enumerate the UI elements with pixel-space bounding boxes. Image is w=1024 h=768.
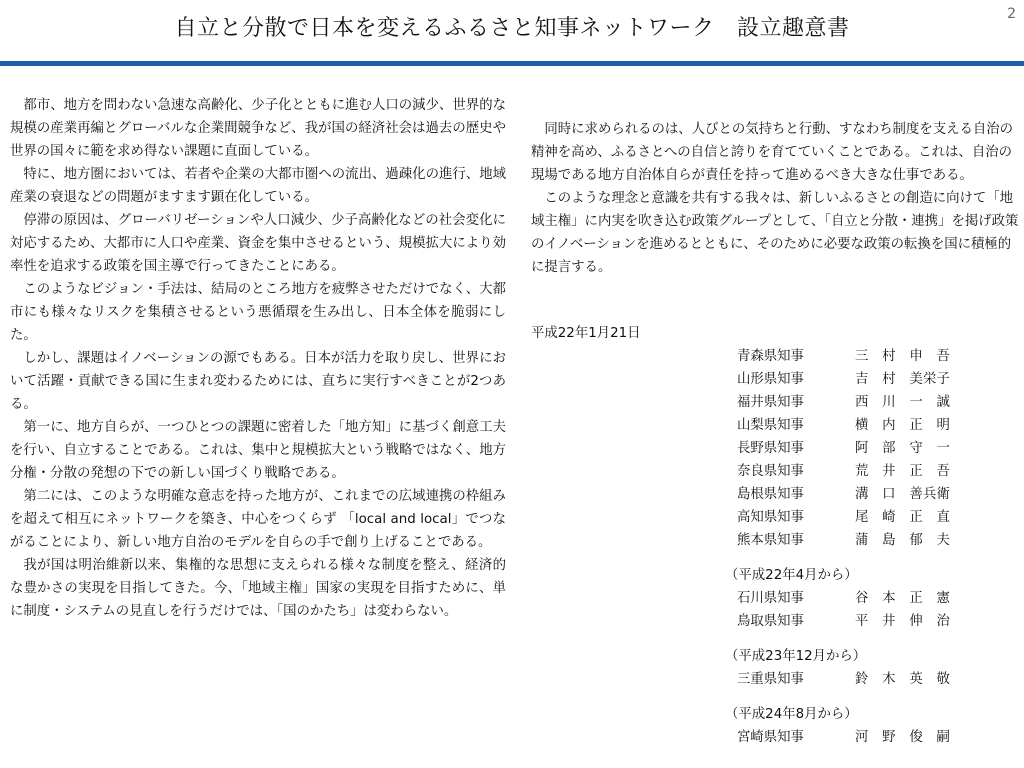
page-title: 自立と分散で日本を変えるふるさと知事ネットワーク 設立趣意書	[174, 16, 850, 41]
governor-name: 荒 井 正 吾	[855, 464, 951, 479]
governor-name: 河 野 俊 嗣	[855, 730, 951, 745]
governor-row	[725, 587, 965, 610]
paragraph: 第二には、このような明確な意志を持った地方が、これまでの広域連携の枠組みを超えて相互にネットワークを築き、中心をつくらず 「local and local」でつながることにより、新しい地方自治のモデルを自らの手で創り上げることである。	[10, 489, 506, 550]
governor-row	[725, 529, 965, 552]
governor-office: 石川県知事	[737, 591, 804, 606]
governor-row	[725, 610, 965, 633]
paragraph: 第一に、地方自らが、一つひとつの課題に密着した「地方知」に基づく創意工夫を行い、自立することである。これは、集中と規模拡大という戦略ではなく、地方分権・分散の発想の下での新しい国づくり戦略である。	[10, 420, 506, 481]
governor-row	[725, 668, 965, 691]
governor-list	[725, 345, 965, 749]
governor-name: 吉 村 美栄子	[855, 372, 951, 387]
governor-name: 谷 本 正 憲	[855, 591, 951, 606]
governor-office: 奈良県知事	[737, 464, 804, 479]
governor-row	[725, 726, 965, 749]
governor-office: 宮崎県知事	[737, 730, 804, 745]
governor-office: 高知県知事	[737, 510, 804, 525]
group-heading: （平成24年8月から）	[725, 707, 858, 722]
governor-office: 鳥取県知事	[737, 614, 804, 629]
paragraph: しかし、課題はイノベーションの源でもある。日本が活力を取り戻し、世界において活躍・貢献できる国に生まれ変わるためには、直ちに実行すべきことが2つある。	[10, 351, 506, 412]
governor-name: 鈴 木 英 敬	[855, 672, 951, 687]
left-column-text	[10, 94, 506, 623]
governor-name: 阿 部 守 一	[855, 441, 951, 456]
governor-name: 平 井 伸 治	[855, 614, 951, 629]
paragraph: 都市、地方を問わない急速な高齢化、少子化とともに進む人口の減少、世界的な規模の産業再編とグローバルな企業間競争など、我が国の経済社会は過去の歴史や世界の国々に範を求め得ない課題に直面している。	[10, 98, 506, 159]
governor-name: 西 川 一 誠	[855, 395, 951, 410]
governor-row	[725, 460, 965, 483]
governor-office: 山梨県知事	[737, 418, 804, 433]
page-number: 2	[1007, 6, 1016, 22]
governor-office: 青森県知事	[737, 349, 804, 364]
governor-office: 山形県知事	[737, 372, 804, 387]
governor-name: 三 村 申 吾	[855, 349, 951, 364]
paragraph: このようなビジョン・手法は、結局のところ地方を疲弊させただけでなく、大都市にも様々なリスクを集積させるという悪循環を生み出し、日本全体を脆弱にした。	[10, 282, 506, 343]
governor-row	[725, 391, 965, 414]
group-heading: （平成22年4月から）	[725, 568, 858, 583]
right-column-text	[531, 118, 1019, 279]
group-heading: （平成23年12月から）	[725, 649, 867, 664]
governor-name: 溝 口 善兵衛	[855, 487, 951, 502]
governor-name: 蒲 島 郁 夫	[855, 533, 951, 548]
governor-row	[725, 506, 965, 529]
paragraph: 特に、地方圏においては、若者や企業の大都市圏への流出、過疎化の進行、地域産業の衰退などの問題がますます顕在化している。	[10, 167, 506, 205]
governor-row	[725, 437, 965, 460]
spacer	[725, 691, 965, 703]
governor-office: 熊本県知事	[737, 533, 804, 548]
governor-row	[725, 414, 965, 437]
paragraph: 同時に求められるのは、人びとの気持ちと行動、すなわち制度を支える自治の精神を高め、ふるさとへの自信と誇りを育てていくことである。これは、自治の現場である地方自治体自らが責任を持って進めるべき大きな仕事である。	[531, 122, 1014, 183]
governor-row	[725, 345, 965, 368]
paragraph: このような理念と意識を共有する我々は、新しいふるさとの創造に向けて「地域主権」に内実を吹き込む政策グループとして、「自立と分散・連携」を掲げ政策のイノベーションを進めるとともに、そのために必要な政策の転換を国に積極的に提言する。	[531, 191, 1019, 275]
governor-office: 島根県知事	[737, 487, 804, 502]
governor-name: 横 内 正 明	[855, 418, 951, 433]
governor-office: 福井県知事	[737, 395, 804, 410]
paragraph: 停滞の原因は、グローバリゼーションや人口減少、少子高齢化などの社会変化に対応するため、大都市に人口や産業、資金を集中させるという、規模拡大により効率性を追求する政策を国主導で行ってきたことにある。	[10, 213, 506, 274]
spacer	[725, 633, 965, 645]
paragraph: 我が国は明治維新以来、集権的な思想に支えられる様々な制度を整え、経済的な豊かさの実現を目指してきた。今、「地域主権」国家の実現を目指すために、単に制度・システムの見直しを行うだけでは、「国のかたち」は変わらない。	[10, 558, 506, 619]
governor-row	[725, 483, 965, 506]
header-divider	[0, 61, 1024, 66]
governor-office: 三重県知事	[737, 672, 804, 687]
establishment-date: 平成22年1月21日	[531, 326, 641, 341]
governor-row	[725, 368, 965, 391]
spacer	[725, 552, 965, 564]
governor-name: 尾 崎 正 直	[855, 510, 951, 525]
governor-office: 長野県知事	[737, 441, 804, 456]
